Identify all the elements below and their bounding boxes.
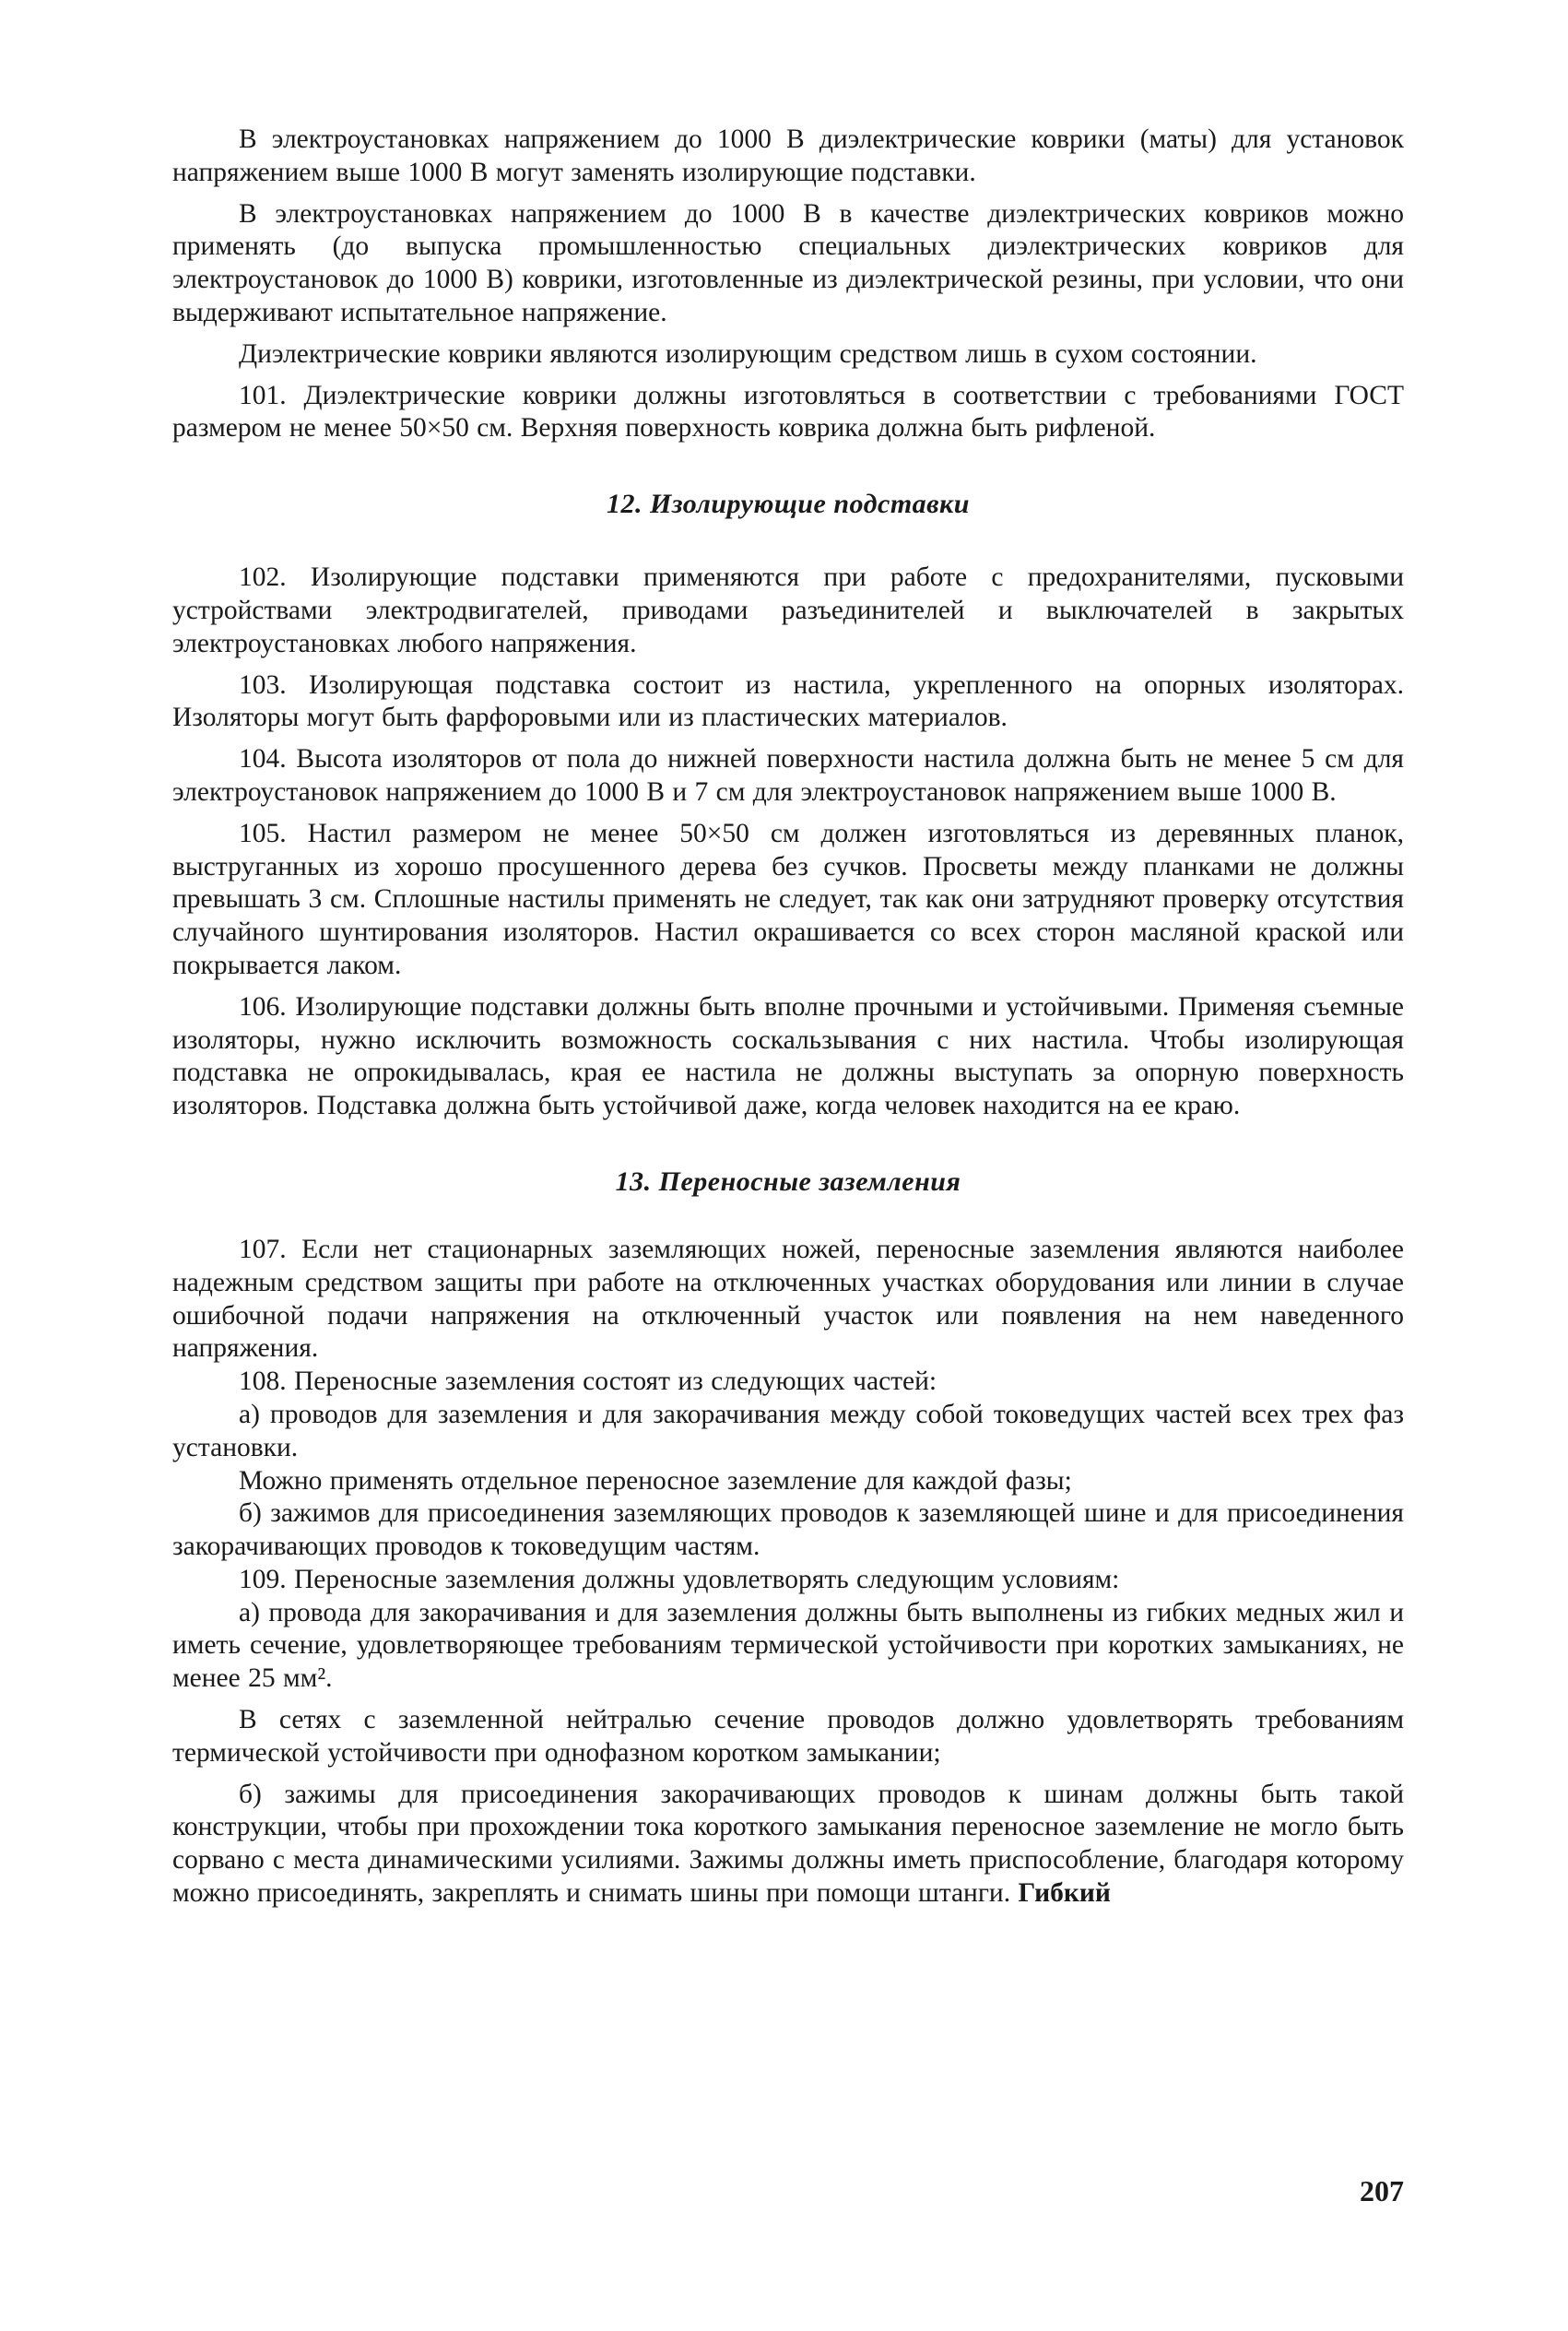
paragraph: 107. Если нет стационарных заземляющих ножей, переносные заземления являются наиболее надежным средством защиты при работе на отключенных участках оборудования или линии в случае ошибочной подачи напряжения на отключенный участок или появления на нем наведенного напряжения. [172, 1234, 1404, 1364]
paragraph: 101. Диэлектрические коврики должны изготовляться в соответствии с требованиями ГОСТ размером не менее 50×50 см. Верхняя поверхность коврика должна быть рифленой. [172, 380, 1404, 444]
paragraph: Диэлектрические коврики являются изолирующим средством лишь в сухом состоянии. [239, 338, 1257, 369]
paragraph: 102. Изолирующие подставки применяются при работе с предохранителями, пусковыми устройствами электродвигателей, приводами разъединителей и выключателей в закрытых электроустановках любого напряжения. [172, 562, 1404, 658]
paragraph: а) проводов для заземления и для закорачивания между собой токоведущих частей всех трех фаз установки. [172, 1399, 1404, 1462]
bold-word: Гибкий [1018, 1878, 1111, 1909]
paragraph: В электроустановках напряжением до 1000 В диэлектрические коврики (маты) для установок напряжением выше 1000 В могут заменять изолирующие подставки. [172, 124, 1404, 187]
paragraph: В электроустановках напряжением до 1000 В в качестве диэлектрических ковриков можно применять (до выпуска промышленностью специальных диэлектрических ковриков для электроустановок до 1000 В) коврики, изготовленные из диэлектрической резины, при условии, что они выдерживают испытательное напряжение. [172, 198, 1404, 327]
section-heading: 13. Переносные заземления [615, 1166, 961, 1197]
paragraph: Можно применять отдельное переносное заземление для каждой фазы; [239, 1465, 1072, 1496]
paragraph: б) зажимов для присоединения заземляющих проводов к заземляющей шине и для присоединения закорачивающих проводов к токоведущим частям. [172, 1498, 1404, 1562]
paragraph: В сетях с заземленной нейтралью сечение проводов должно удовлетворять требованиям термической устойчивости при однофазном коротком замыкании; [172, 1705, 1404, 1768]
paragraph: 105. Настил размером не менее 50×50 см должен изготовляться из деревянных планок, выструганных из хорошо просушенного дерева без сучков. Просветы между планками не должны превышать 3 см. Сплошные настилы применять не следует, так как они затрудняют проверку отсутствия случайного шунтирования изоляторов. Настил окрашивается со всех сторон масляной краской или покрывается лаком. [172, 818, 1404, 980]
paragraph-text: б) зажимы для присоединения закорачивающих проводов к шинам должны быть такой конструкции, чтобы при прохождении тока короткого замыкания переносное заземление не могло быть сорвано с места динамическими усилиями. Зажимы должны иметь приспособление, благодаря которому можно присоединять, закреплять и снимать шины при помощи штанги. [172, 1779, 1404, 1909]
paragraph: 109. Переносные заземления должны удовлетворять следующим условиям: [239, 1564, 1120, 1594]
paragraph: 104. Высота изоляторов от пола до нижней поверхности настила должна быть не менее 5 см для электроустановок напряжением до 1000 В и 7 см для электроустановок напряжением выше 1000 В. [172, 744, 1404, 807]
document-page [172, 124, 1404, 2207]
paragraph: 103. Изолирующая подставка состоит из настила, укрепленного на опорных изоляторах. Изоляторы могут быть фарфоровыми или из пластических материалов. [172, 669, 1404, 733]
paragraph [172, 1779, 1404, 1911]
paragraph: а) провода для закорачивания и для заземления должны быть выполнены из гибких медных жил и иметь сечение, удовлетворяющее требованиям термической устойчивости при коротких замыканиях, не менее 25 мм². [172, 1597, 1404, 1694]
section-heading: 12. Изолирующие подставки [607, 489, 970, 520]
page-number: 207 [1360, 2174, 1404, 2207]
paragraph: 108. Переносные заземления состоят из следующих частей: [239, 1367, 937, 1397]
paragraph: 106. Изолирующие подставки должны быть вполне прочными и устойчивыми. Применяя съемные изоляторы, нужно исключить возможность соскальзывания с них настила. Чтобы изолирующая подставка не опрокидывалась, края ее настила не должны выступать за опорную поверхность изоляторов. Подставка должна быть устойчивой даже, когда человек находится на ее краю. [172, 991, 1404, 1121]
